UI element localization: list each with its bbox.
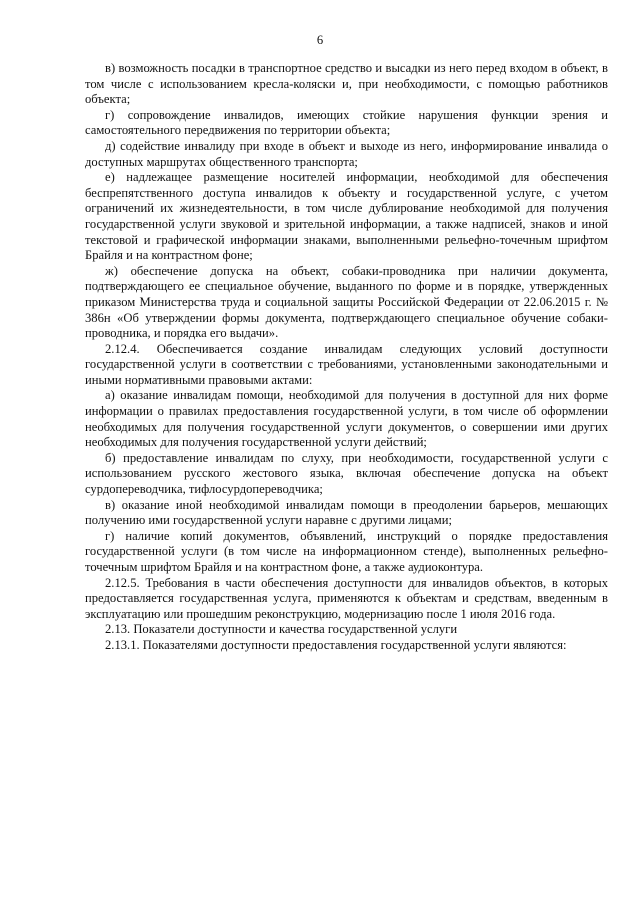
paragraph-e-information-placement: е) надлежащее размещение носителей информации, необходимой для обеспечения беспрепятственного доступа инвалидов к объекту и государственной услуге, с учетом ограничений их жизнедеятельности, в том числе дублирование необходимой для получения государственной услуги звуковой и зрительной информации, а также надписей, знаков и иной текстовой и графической информации знаками, выполненными рельефно-точечным шрифтом Брайля и на контрастном фоне;: [85, 170, 608, 263]
section-2-13-1: 2.13.1. Показателями доступности предоставления государственной услуги являются:: [105, 637, 567, 652]
page-number: 6: [316, 33, 324, 47]
paragraph-zh-guide-dog: ж) обеспечение допуска на объект, собаки-проводника при наличии документа, подтверждающего ее специальное обучение, выданного по форме и в порядке, утвержденных приказом Министерства труда и социальной защиты Российской Федерации от 22.06.2015 г. № 386н «Об утверждении формы документа, подтверждающего специальное обучение собаки-проводника, и порядка его выдачи».: [85, 263, 608, 341]
paragraph-d-assistance: д) содействие инвалиду при входе в объект и выходе из него, информирование инвалида о доступных маршрутах общественного транспорта;: [85, 138, 608, 169]
section-2-12-5: 2.12.5. Требования в части обеспечения доступности для инвалидов объектов, в которых предоставляется государственная услуга, применяются к объектам и средствам, введенным в эксплуатацию или прошедшим реконструкцию, модернизацию после 1 июля 2016 года.: [85, 575, 608, 621]
paragraph-v-barriers: в) оказание иной необходимой инвалидам помощи в преодолении барьеров, мешающих получению ими государственной услуги наравне с другими лицами;: [85, 497, 608, 528]
section-2-13-heading: 2.13. Показатели доступности и качества государственной услуги: [105, 622, 458, 637]
paragraph-g-braille-copies: г) наличие копий документов, объявлений, инструкций о порядке предоставления государственной услуги (в том числе на информационном стенде), выполненных рельефно-точечным шрифтом Брайля и на контрастном фоне, а также аудиоконтура.: [85, 528, 608, 574]
document-body: [85, 61, 608, 654]
paragraph-v-boarding: в) возможность посадки в транспортное средство и высадки из него перед входом в объект, в том числе с использованием кресла-коляски и, при необходимости, с помощью работников объекта;: [85, 61, 608, 107]
paragraph-b-sign-language: б) предоставление инвалидам по слуху, при необходимости, государственной услуги с использованием русского жестового языка, включая обеспечение допуска на объект сурдопереводчика, тифлосурдопереводчика;: [85, 450, 608, 497]
paragraph-g-escort: г) сопровождение инвалидов, имеющих стойкие нарушения функции зрения и самостоятельного передвижения по территории объекта;: [85, 107, 608, 138]
section-2-12-4: 2.12.4. Обеспечивается создание инвалидам следующих условий доступности государственной услуги в соответствии с требованиями, установленными законодательными и иными нормативными правовыми актами:: [85, 341, 608, 387]
paragraph-a-assistance-info: а) оказание инвалидам помощи, необходимой для получения в доступной для них форме информации о правилах предоставления государственной услуги, в том числе об оформлении необходимых для получения государственной услуги документов, о совершении ими других необходимых для получения государственной услуги действий;: [85, 388, 608, 450]
